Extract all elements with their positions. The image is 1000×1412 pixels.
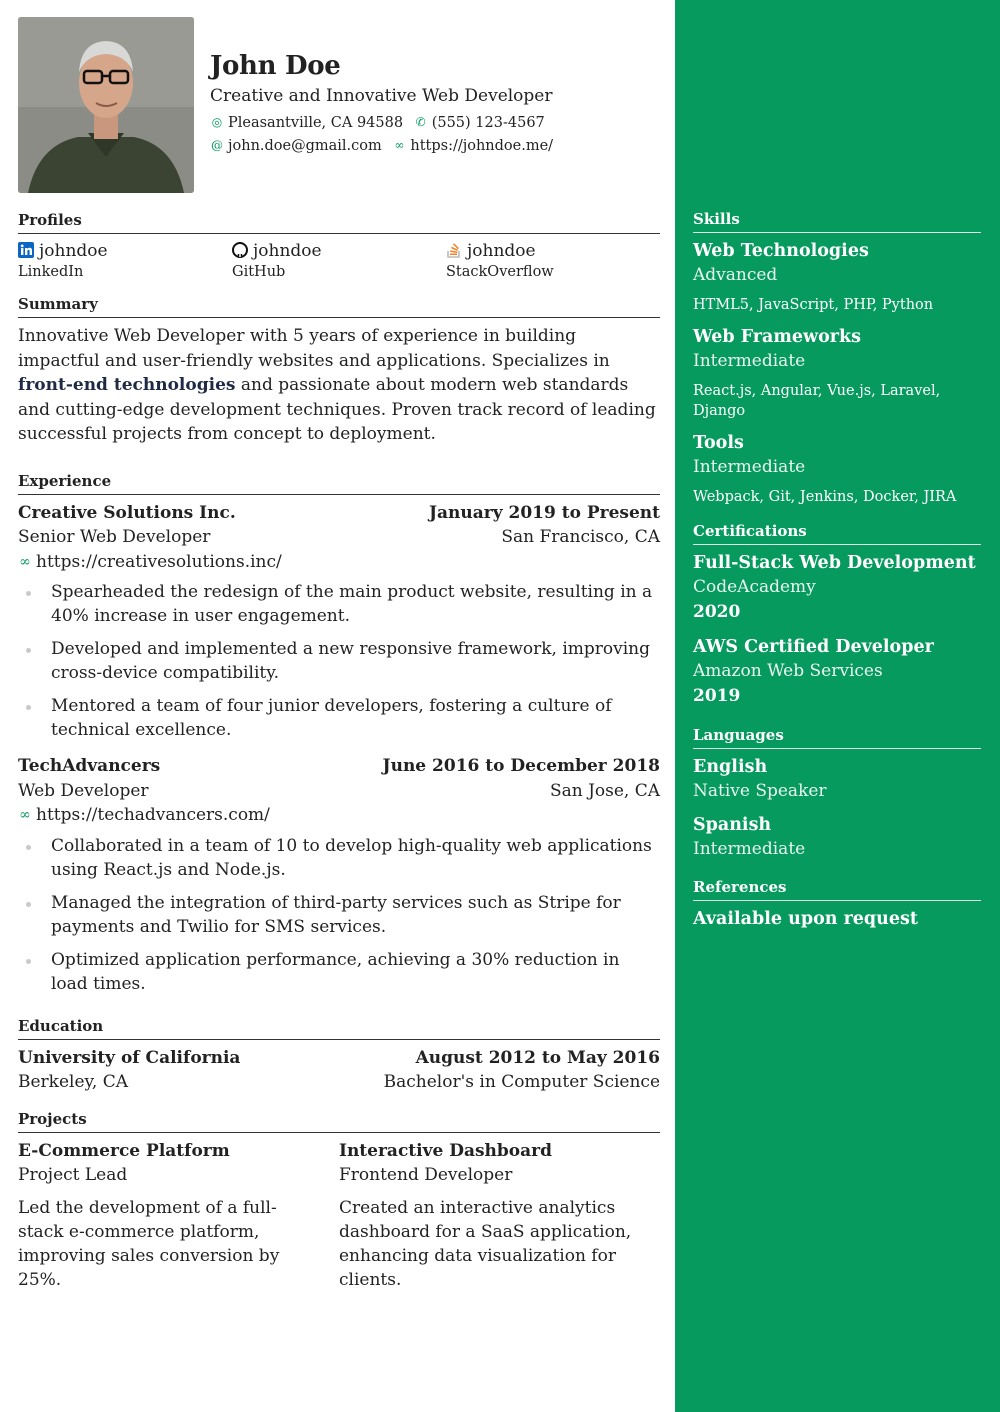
profile-username: johndoe [39, 241, 108, 261]
project-description: Led the development of a full-stack e-commerce platform, improving sales conversion by 25%. [18, 1197, 280, 1290]
skill-keywords: React.js, Angular, Vue.js, Laravel, Django [693, 383, 941, 419]
linkedin-icon [18, 242, 34, 258]
location-text: Pleasantville, CA 94588 [228, 115, 404, 131]
job-subheader-row [18, 525, 660, 550]
website-text: https://johndoe.me/ [410, 138, 554, 154]
section-heading: Experience [18, 471, 660, 495]
job-location: San Jose, CA [549, 780, 660, 801]
experience-section [18, 471, 660, 996]
list-item: Spearheaded the redesign of the main product website, resulting in a 40% increase in user engagement. [18, 580, 660, 628]
experience-item [18, 754, 660, 996]
profiles-list [18, 240, 660, 282]
company-url: https://techadvancers.com/ [36, 805, 270, 825]
contact-email[interactable] [210, 134, 382, 157]
profiles-section [18, 210, 660, 282]
skill-level: Intermediate [693, 457, 806, 477]
language-level: Intermediate [693, 839, 806, 859]
education-section [18, 1016, 660, 1095]
certification-year: 2019 [693, 686, 741, 706]
contact-row-1 [210, 111, 660, 134]
job-dates: January 2019 to Present [428, 502, 660, 523]
company-name: Creative Solutions Inc. [18, 502, 236, 523]
job-position: Web Developer [18, 780, 149, 801]
job-highlights [18, 580, 660, 742]
skill-keywords: HTML5, JavaScript, PHP, Python [693, 297, 934, 313]
map-pin-icon: ◎ [211, 115, 223, 129]
skill-item [693, 325, 981, 421]
summary-part-1: Innovative Web Developer with 5 years of experience in building impactful and user-friendly websites and applications. Specializes in [18, 326, 610, 371]
project-description: Created an interactive analytics dashboard for a SaaS application, enhancing data visualization for clients. [339, 1197, 632, 1290]
company-url: https://creativesolutions.inc/ [36, 551, 282, 572]
skill-keywords: Webpack, Git, Jenkins, Docker, JIRA [693, 489, 957, 505]
profile-network: GitHub [232, 264, 286, 280]
profile-linkedin[interactable] [18, 240, 232, 282]
section-heading: Profiles [18, 210, 660, 234]
skill-name: Web Technologies [693, 241, 869, 261]
stackoverflow-icon [446, 242, 462, 258]
skill-level: Intermediate [693, 351, 806, 371]
company-link[interactable] [18, 803, 660, 828]
sidebar [675, 0, 1000, 1412]
experience-item [18, 501, 660, 743]
section-heading: References [693, 877, 981, 901]
list-item: Developed and implemented a new responsive framework, improving cross-device compatibility. [18, 637, 660, 685]
company-name: TechAdvancers [18, 756, 161, 776]
certification-year: 2020 [693, 602, 741, 622]
language-item [693, 813, 981, 861]
skill-item [693, 431, 981, 507]
certification-issuer: Amazon Web Services [693, 661, 883, 681]
profile-stackoverflow[interactable] [446, 240, 660, 282]
institution-name: University of California [18, 1047, 241, 1068]
job-header-row [18, 501, 660, 526]
link-icon: ∞ [19, 807, 31, 823]
skill-level: Advanced [693, 265, 778, 285]
profile-network: LinkedIn [18, 264, 84, 280]
certification-issuer: CodeAcademy [693, 577, 816, 597]
projects-section [18, 1109, 660, 1292]
contact-website[interactable] [392, 134, 553, 157]
education-header-row [18, 1046, 660, 1071]
profile-photo [18, 17, 194, 193]
list-item: Collaborated in a team of 10 to develop high-quality web applications using React.js and Node.js. [18, 834, 660, 882]
education-dates: August 2012 to May 2016 [415, 1047, 660, 1068]
profile-username: johndoe [253, 241, 322, 261]
references-section [693, 877, 981, 931]
project-name: Interactive Dashboard [339, 1140, 552, 1161]
section-heading: Education [18, 1016, 660, 1040]
summary-part-2: and passionate about modern web standards and cutting-edge development techniques. Proven track record of leading successful projects from concept to deployment. [18, 375, 656, 444]
job-position: Senior Web Developer [18, 527, 211, 547]
skills-section [693, 209, 981, 507]
job-header-row [18, 754, 660, 779]
language-name: English [693, 757, 768, 777]
section-heading: Certifications [693, 521, 981, 545]
contact-phone[interactable] [414, 111, 545, 134]
job-dates: June 2016 to December 2018 [382, 756, 660, 776]
certification-name: Full-Stack Web Development [693, 553, 976, 573]
contact-location [210, 111, 403, 134]
contact-row-2 [210, 134, 660, 157]
languages-section [693, 725, 981, 861]
skill-name: Web Frameworks [693, 327, 861, 347]
header-info [210, 51, 660, 157]
section-heading: Projects [18, 1109, 660, 1133]
summary-text [18, 324, 660, 447]
phone-text: (555) 123-4567 [431, 115, 545, 131]
section-heading: Languages [693, 725, 981, 749]
list-item: Managed the integration of third-party services such as Stripe for payments and Twilio for SMS services. [18, 891, 660, 939]
language-level: Native Speaker [693, 781, 827, 801]
section-heading: Skills [693, 209, 981, 233]
link-icon: ∞ [394, 138, 405, 152]
section-heading: Summary [18, 294, 660, 318]
project-role: Frontend Developer [339, 1164, 513, 1185]
job-highlights [18, 834, 660, 996]
project-item [18, 1139, 339, 1292]
language-item [693, 755, 981, 803]
language-name: Spanish [693, 815, 772, 835]
education-subheader-row [18, 1070, 660, 1095]
projects-list [18, 1139, 660, 1292]
summary-highlight: front-end technologies [18, 375, 236, 395]
phone-icon: ✆ [415, 115, 426, 129]
certification-item [693, 551, 981, 625]
skill-item [693, 239, 981, 315]
resume-header [18, 17, 660, 193]
company-link[interactable] [18, 550, 660, 575]
github-icon [232, 242, 248, 258]
project-item [339, 1139, 660, 1292]
person-name: John Doe [210, 51, 341, 81]
at-sign-icon: @ [211, 138, 223, 152]
project-role: Project Lead [18, 1164, 128, 1185]
certification-item [693, 635, 981, 709]
project-name: E-Commerce Platform [18, 1140, 230, 1161]
certification-name: AWS Certified Developer [693, 637, 934, 657]
headline: Creative and Innovative Web Developer [210, 86, 553, 106]
sidebar-content [693, 0, 981, 931]
profile-github[interactable] [232, 240, 446, 282]
main-column [18, 17, 660, 1292]
education-location: Berkeley, CA [18, 1072, 128, 1092]
profile-network: StackOverflow [446, 264, 554, 280]
job-location: San Francisco, CA [501, 527, 660, 547]
education-degree: Bachelor's in Computer Science [383, 1072, 660, 1092]
summary-section [18, 294, 660, 447]
list-item: Optimized application performance, achieving a 30% reduction in load times. [18, 948, 660, 996]
profile-username: johndoe [467, 241, 536, 261]
certifications-section [693, 521, 981, 709]
email-text: john.doe@gmail.com [228, 138, 382, 154]
job-subheader-row [18, 779, 660, 804]
link-icon: ∞ [19, 553, 31, 570]
skill-name: Tools [693, 433, 744, 453]
list-item: Mentored a team of four junior developers, fostering a culture of technical excellence. [18, 694, 660, 742]
references-text: Available upon request [693, 909, 918, 929]
